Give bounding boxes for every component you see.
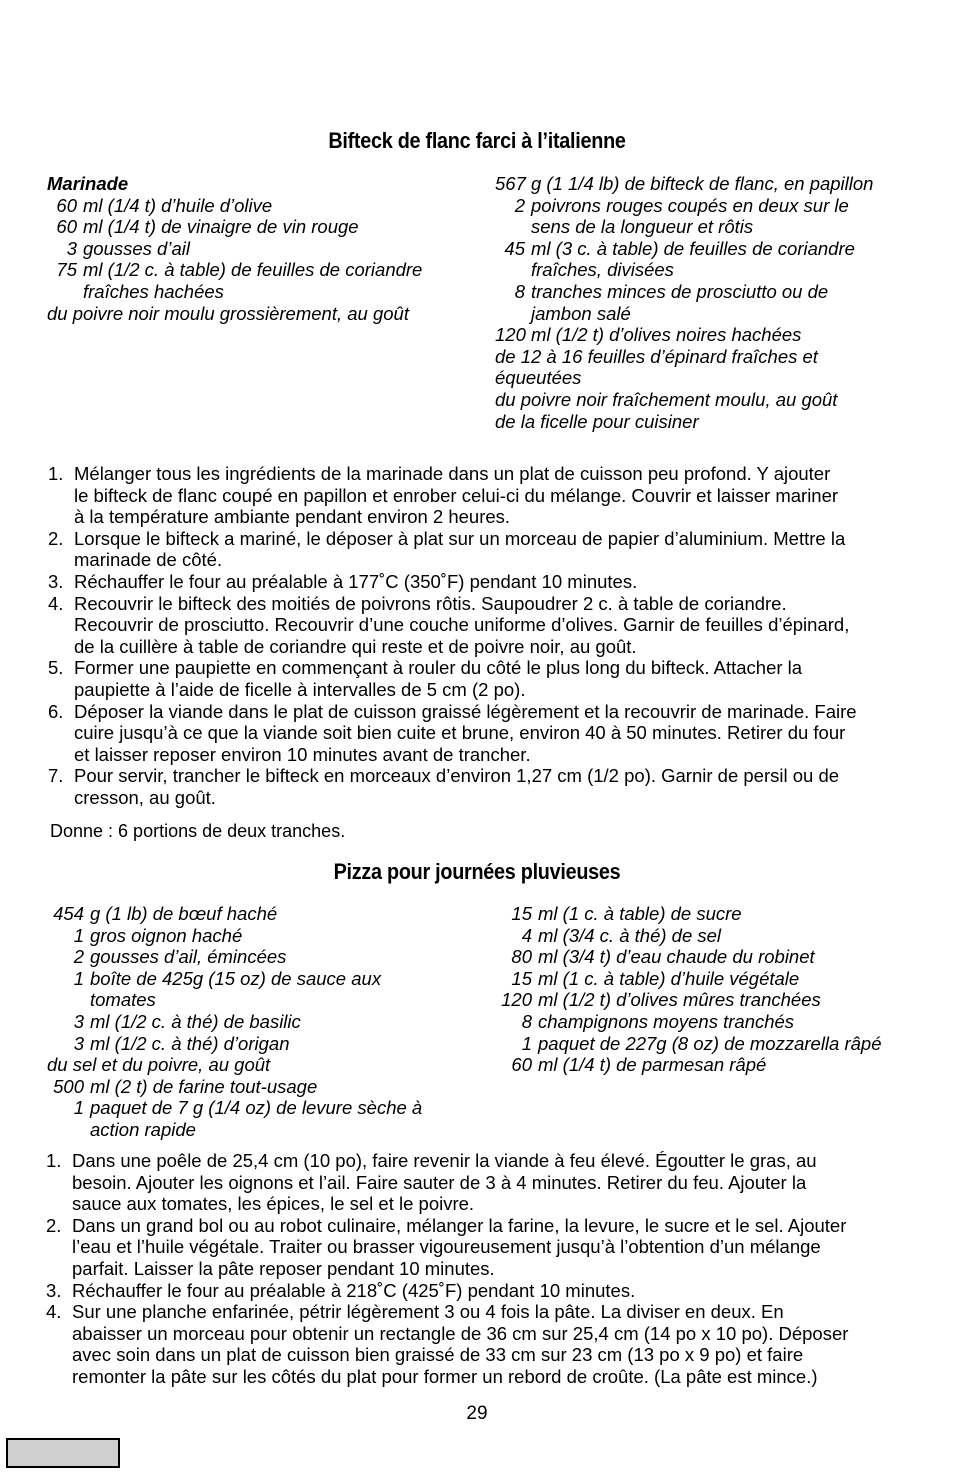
page-number: 29 xyxy=(466,1403,488,1424)
step-text-line: Réchauffer le four au préalable à 177˚C (350˚F) pendant 10 minutes. xyxy=(74,570,638,592)
step-text-line: besoin. Ajouter les oignons et l’ail. Faire sauter de 3 à 4 minutes. Retirer du feu. Ajouter la xyxy=(72,1171,807,1193)
ingredient-line xyxy=(47,238,467,260)
ingredient-line xyxy=(47,259,467,281)
instruction-step xyxy=(48,593,928,658)
ingredient-line xyxy=(47,989,467,1011)
ingredient-line xyxy=(47,925,467,947)
marinade-heading: Marinade xyxy=(47,173,129,194)
ingredient-text: ml (1/2 t) d’olives noires hachées xyxy=(531,324,802,346)
ingredient-text: g (1 1/4 lb) de bifteck de flanc, en papillon xyxy=(531,173,874,194)
ingredient-text: gros oignon haché xyxy=(90,924,243,946)
ingredient-text: fraîches, divisées xyxy=(531,259,674,281)
recipe1-steps xyxy=(48,463,928,809)
step-text-line: Recouvrir le bifteck des moitiés de poivrons rôtis. Saupoudrer 2 c. à table de coriandre. xyxy=(74,592,787,614)
ingredient-text: ml (1 c. à table) d’huile végétale xyxy=(538,967,800,989)
step-number: 4. xyxy=(48,592,64,614)
instruction-step xyxy=(48,765,928,808)
ingredient-text: du sel et du poivre, au goût xyxy=(47,1054,271,1076)
step-text-line: abaisser un morceau pour obtenir un rectangle de 36 cm sur 25,4 cm (14 po x 10 po). Déposer xyxy=(72,1322,849,1344)
step-text-line: et laisser reposer environ 10 minutes avant de trancher. xyxy=(74,743,531,765)
instruction-step xyxy=(46,1280,926,1302)
ingredient-text: ml (1/4 t) d’huile d’olive xyxy=(83,194,273,216)
step-number: 2. xyxy=(48,527,64,549)
ingredient-text: fraîches hachées xyxy=(83,280,224,302)
recipe1-yield: Donne : 6 portions de deux tranches. xyxy=(50,821,346,841)
instruction-step xyxy=(46,1301,926,1387)
ingredient-line xyxy=(495,259,935,281)
ingredient-line xyxy=(47,968,467,990)
ingredient-line xyxy=(497,925,937,947)
ingredient-text: ml (3/4 c. à thé) de sel xyxy=(538,924,722,946)
ingredient-quantity xyxy=(495,259,531,281)
ingredient-quantity: 1 xyxy=(73,1097,84,1119)
ingredient-quantity: 120 xyxy=(501,989,532,1011)
step-number: 5. xyxy=(48,657,64,679)
ingredient-text: ml (1/4 t) de vinaigre de vin rouge xyxy=(83,216,359,238)
ingredient-line xyxy=(495,281,935,303)
ingredient-quantity: 1 xyxy=(73,924,84,946)
ingredient-line xyxy=(497,1033,937,1055)
step-number: 1. xyxy=(48,463,64,484)
step-text-line: Pour servir, trancher le bifteck en morceaux d’environ 1,27 cm (1/2 po). Garnir de persil ou de xyxy=(74,765,840,787)
ingredient-line xyxy=(497,1054,937,1076)
step-text-line: parfait. Laisser la pâte reposer pendant 10 minutes. xyxy=(72,1257,495,1279)
ingredient-quantity: 4 xyxy=(521,924,532,946)
recipe1-left-ingredients xyxy=(47,173,467,324)
ingredient-text: ml (1/2 c. à table) de feuilles de coriandre xyxy=(83,259,423,281)
ingredient-note: équeutées xyxy=(495,367,582,389)
step-text-line: Sur une planche enfarinée, pétrir légèrement 3 ou 4 fois la pâte. La diviser en deux. En xyxy=(72,1301,784,1323)
ingredient-quantity: 3 xyxy=(73,1032,84,1054)
ingredient-text: tranches minces de prosciutto ou de xyxy=(531,280,829,302)
ingredient-line xyxy=(497,903,937,925)
ingredient-text: tomates xyxy=(90,989,156,1011)
ingredient-text: ml (1 c. à table) de sucre xyxy=(538,903,742,924)
ingredient-text: gousses d’ail xyxy=(83,237,190,259)
step-text-line: de la cuillère à table de coriandre qui reste et de poivre noir, au goût. xyxy=(74,635,637,657)
ingredient-line xyxy=(495,324,935,346)
ingredient-line xyxy=(47,281,467,303)
ingredient-quantity xyxy=(495,216,531,238)
ingredient-text: g (1 lb) de bœuf haché xyxy=(90,903,278,924)
ingredient-line xyxy=(47,1076,467,1098)
ingredient-line xyxy=(47,946,467,968)
ingredient-quantity: 45 xyxy=(504,237,525,259)
ingredient-quantity: 454 xyxy=(53,903,84,924)
ingredient-line xyxy=(497,946,937,968)
instruction-step xyxy=(48,528,928,571)
ingredient-text: ml (3/4 t) d’eau chaude du robinet xyxy=(538,946,815,968)
step-number: 1. xyxy=(46,1150,62,1171)
step-text-line: cuire jusqu’à ce que la viande soit bien cuite et brune, environ 40 à 50 minutes. Retirer du four xyxy=(74,722,846,744)
ingredient-quantity xyxy=(47,1119,90,1141)
recipe1-title: Bifteck de flanc farci à l’italienne xyxy=(328,128,626,153)
ingredient-line xyxy=(497,989,937,1011)
ingredient-line xyxy=(497,968,937,990)
ingredient-text: sens de la longueur et rôtis xyxy=(531,216,754,238)
ingredient-line xyxy=(47,903,467,925)
ingredient-text: ml (3 c. à table) de feuilles de coriandre xyxy=(531,237,855,259)
step-text-line: Dans une poêle de 25,4 cm (10 po), faire revenir la viande à feu élevé. Égoutter le gras, au xyxy=(72,1150,817,1171)
ingredient-note: du poivre noir moulu grossièrement, au goût xyxy=(47,302,409,324)
ingredient-quantity: 1 xyxy=(521,1032,532,1054)
step-text-line: l’eau et l’huile végétale. Traiter ou brasser vigoureusement jusqu’à l’obtention d’un mélange xyxy=(72,1236,821,1258)
step-number: 3. xyxy=(46,1279,62,1301)
ingredient-text: ml (1/2 c. à thé) d’origan xyxy=(90,1032,290,1054)
step-text-line: Réchauffer le four au préalable à 218˚C (425˚F) pendant 10 minutes. xyxy=(72,1279,636,1301)
step-text-line: marinade de côté. xyxy=(74,549,223,571)
ingredient-quantity: 15 xyxy=(511,967,532,989)
ingredient-text: boîte de 425g (15 oz) de sauce aux xyxy=(90,967,382,989)
ingredient-line xyxy=(47,1011,467,1033)
ingredient-text: poivrons rouges coupés en deux sur le xyxy=(531,194,849,216)
ingredient-text: champignons moyens tranchés xyxy=(538,1010,795,1032)
step-text-line: remonter la pâte sur les côtés du plat pour former un rebord de croûte. (La pâte est mince.) xyxy=(72,1365,818,1387)
ingredient-line xyxy=(47,1054,467,1076)
ingredient-text: ml (1/4 t) de parmesan râpé xyxy=(538,1054,767,1076)
ingredient-text: jambon salé xyxy=(531,302,631,324)
recipe2-right-ingredients xyxy=(497,903,937,1076)
step-number: 6. xyxy=(48,700,64,722)
ingredient-quantity: 80 xyxy=(511,946,532,968)
ingredient-quantity: 120 xyxy=(495,324,526,346)
step-text-line: Déposer la viande dans le plat de cuisson graissé légèrement et la recouvrir de marinade. Faire xyxy=(74,700,857,722)
ingredient-text: ml (2 t) de farine tout-usage xyxy=(90,1075,318,1097)
step-text-line: Mélanger tous les ingrédients de la marinade dans un plat de cuisson peu profond. Y ajouter xyxy=(74,463,831,484)
ingredient-text: ml (1/2 t) d’olives mûres tranchées xyxy=(538,989,821,1011)
ingredient-quantity: 567 xyxy=(495,173,526,194)
ingredient-line xyxy=(47,1097,467,1119)
ingredient-line xyxy=(47,216,467,238)
ingredient-quantity xyxy=(47,281,83,303)
ingredient-note: du poivre noir fraîchement moulu, au goût xyxy=(495,388,838,410)
step-text-line: cresson, au goût. xyxy=(74,786,216,808)
step-text-line: Recouvrir de prosciutto. Recouvrir d’une couche uniforme d’olives. Garnir de feuilles d’épinard, xyxy=(74,614,850,636)
ingredient-quantity: 60 xyxy=(56,194,77,216)
ingredient-quantity xyxy=(495,303,531,325)
instruction-step xyxy=(46,1215,926,1280)
instruction-step xyxy=(48,463,928,528)
ingredient-quantity xyxy=(47,989,90,1011)
ingredient-line xyxy=(47,1033,467,1055)
ingredient-quantity: 2 xyxy=(514,194,525,216)
step-number: 7. xyxy=(48,765,64,787)
instruction-step xyxy=(48,701,928,766)
ingredient-line xyxy=(495,195,935,217)
recipe1-right-ingredients xyxy=(495,173,935,432)
step-number: 4. xyxy=(46,1301,62,1323)
step-text-line: Dans un grand bol ou au robot culinaire, mélanger la farine, la levure, le sucre et le sel. Ajouter xyxy=(72,1214,847,1236)
ingredient-line xyxy=(495,216,935,238)
ingredient-quantity: 8 xyxy=(521,1010,532,1032)
ingredient-quantity: 60 xyxy=(56,216,77,238)
ingredient-quantity: 75 xyxy=(56,259,77,281)
ingredient-line xyxy=(495,173,935,195)
ingredient-quantity: 3 xyxy=(66,237,77,259)
step-text-line: sauce aux tomates, les épices, le sel et le poivre. xyxy=(72,1193,475,1215)
instruction-step xyxy=(46,1150,926,1215)
ingredient-quantity: 15 xyxy=(511,903,532,924)
ingredient-text: action rapide xyxy=(90,1118,196,1140)
instruction-step xyxy=(48,657,928,700)
ingredient-quantity: 2 xyxy=(73,946,84,968)
step-text-line: Lorsque le bifteck a mariné, le déposer à plat sur un morceau de papier d’aluminium. Mettre la xyxy=(74,527,846,549)
ingredient-line xyxy=(495,238,935,260)
ingredient-note: de la ficelle pour cuisiner xyxy=(495,410,699,432)
ingredient-line xyxy=(47,195,467,217)
ingredient-note: de 12 à 16 feuilles d’épinard fraîches et xyxy=(495,345,818,367)
ingredient-quantity: 3 xyxy=(73,1010,84,1032)
ingredient-line xyxy=(495,303,935,325)
ingredient-text: gousses d’ail, émincées xyxy=(90,946,287,968)
page-tab-marker xyxy=(6,1438,120,1468)
ingredient-line xyxy=(47,1119,467,1141)
ingredient-quantity: 500 xyxy=(53,1075,84,1097)
ingredient-quantity: 8 xyxy=(514,280,525,302)
step-text-line: Former une paupiette en commençant à rouler du côté le plus long du bifteck. Attacher la xyxy=(74,657,803,679)
step-number: 3. xyxy=(48,570,64,592)
step-text-line: à la température ambiante pendant environ 2 heures. xyxy=(74,506,511,528)
instruction-step xyxy=(48,571,928,593)
recipe2-title: Pizza pour journées pluvieuses xyxy=(333,859,621,884)
step-text-line: le bifteck de flanc coupé en papillon et enrober celui-ci du mélange. Couvrir et laisser mariner xyxy=(74,484,839,506)
ingredient-quantity: 60 xyxy=(511,1054,532,1076)
ingredient-text: ml (1/2 c. à thé) de basilic xyxy=(90,1010,301,1032)
ingredient-text: paquet de 7 g (1/4 oz) de levure sèche à xyxy=(90,1097,423,1119)
step-text-line: paupiette à l’aide de ficelle à intervalles de 5 cm (2 po). xyxy=(74,678,526,700)
ingredient-text: paquet de 227g (8 oz) de mozzarella râpé xyxy=(538,1032,882,1054)
step-text-line: avec soin dans un plat de cuisson bien graissé de 33 cm sur 23 cm (13 po x 9 po) et faire xyxy=(72,1344,804,1366)
recipe2-steps xyxy=(46,1150,926,1388)
ingredient-quantity: 1 xyxy=(73,967,84,989)
step-number: 2. xyxy=(46,1214,62,1236)
ingredient-line xyxy=(497,1011,937,1033)
recipe2-left-ingredients xyxy=(47,903,467,1141)
